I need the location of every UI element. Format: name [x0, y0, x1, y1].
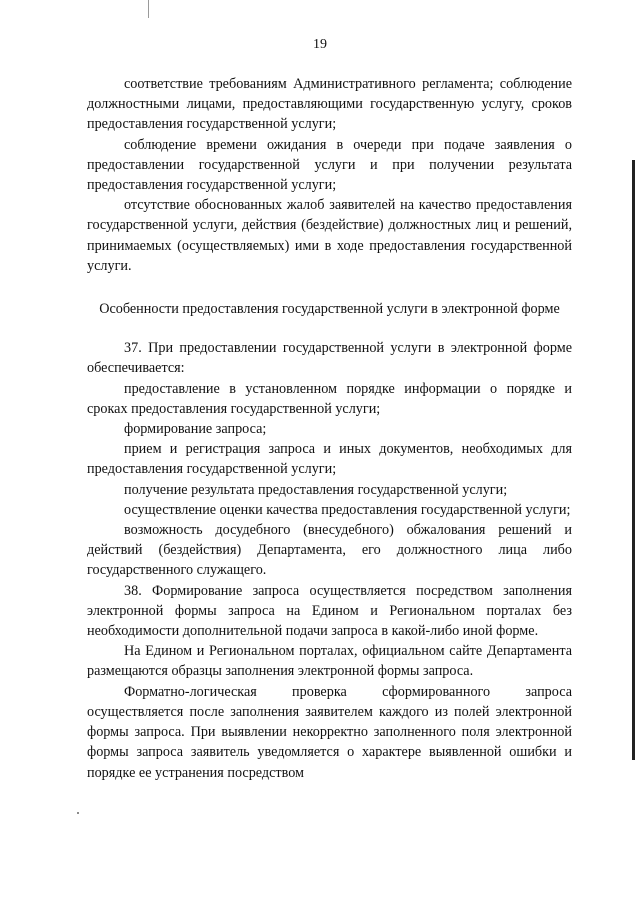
- paragraph-request-registration: прием и регистрация запроса и иных документов, необходимых для предоставления государственной услуги;: [87, 441, 572, 478]
- scan-speck: [77, 812, 79, 814]
- page-number: 19: [313, 37, 327, 52]
- scan-edge-mark-right: [632, 160, 635, 760]
- section-heading: Особенности предоставления государственной услуги в электронной форме: [99, 301, 560, 318]
- paragraph-request-forming: формирование запроса;: [124, 421, 267, 438]
- paragraph-appeal: возможность досудебного (внесудебного) обжалования решений и действий (бездействия) Департамента, его должностного лица либо государственного служащего.: [87, 522, 572, 579]
- scan-edge-mark-top: [148, 0, 149, 18]
- paragraph-information: предоставление в установленном порядке информации о порядке и сроках предоставления государственной услуги;: [87, 380, 572, 417]
- paragraph-samples: На Едином и Региональном порталах, официальном сайте Департамента размещаются образцы заполнения электронной формы запроса.: [87, 643, 572, 680]
- paragraph-38: 38. Формирование запроса осуществляется посредством заполнения электронной формы запроса на Едином и Региональном порталах без необходимости дополнительной подачи запроса в какой-либо иной форме.: [87, 582, 572, 640]
- document-body: [87, 74, 572, 783]
- paragraph-no-complaints: отсутствие обоснованных жалоб заявителей на качество предоставления государственной услуги, действия (бездействие) должностных лиц и решений, принимаемых (осуществляемых) ими в ходе предоставления государственной услуги.: [87, 197, 572, 274]
- paragraph-compliance: соответствие требованиям Административного регламента; соблюдение должностными лицами, предоставляющими государственную услугу, сроков предоставления государственной услуги;: [87, 76, 572, 133]
- paragraph-37-intro: 37. При предоставлении государственной услуги в электронной форме обеспечивается:: [87, 340, 572, 377]
- paragraph-result-receipt: получение результата предоставления государственной услуги;: [124, 481, 508, 498]
- paragraph-waiting-time: соблюдение времени ожидания в очереди при подаче заявления о предоставлении государственной услуги и при получении результата предоставления государственной услуги;: [87, 136, 572, 194]
- paragraph-format-check: Форматно-логическая проверка сформированного запроса осуществляется после заполнения заявителем каждого из полей электронной формы запроса. При выявлении некорректно заполненного поля электронной формы запроса заявитель уведомляется о характере выявленной ошибки и порядке ее устранения посредством: [87, 683, 572, 781]
- paragraph-quality-assessment: осуществление оценки качества предоставления государственной услуги;: [124, 501, 571, 518]
